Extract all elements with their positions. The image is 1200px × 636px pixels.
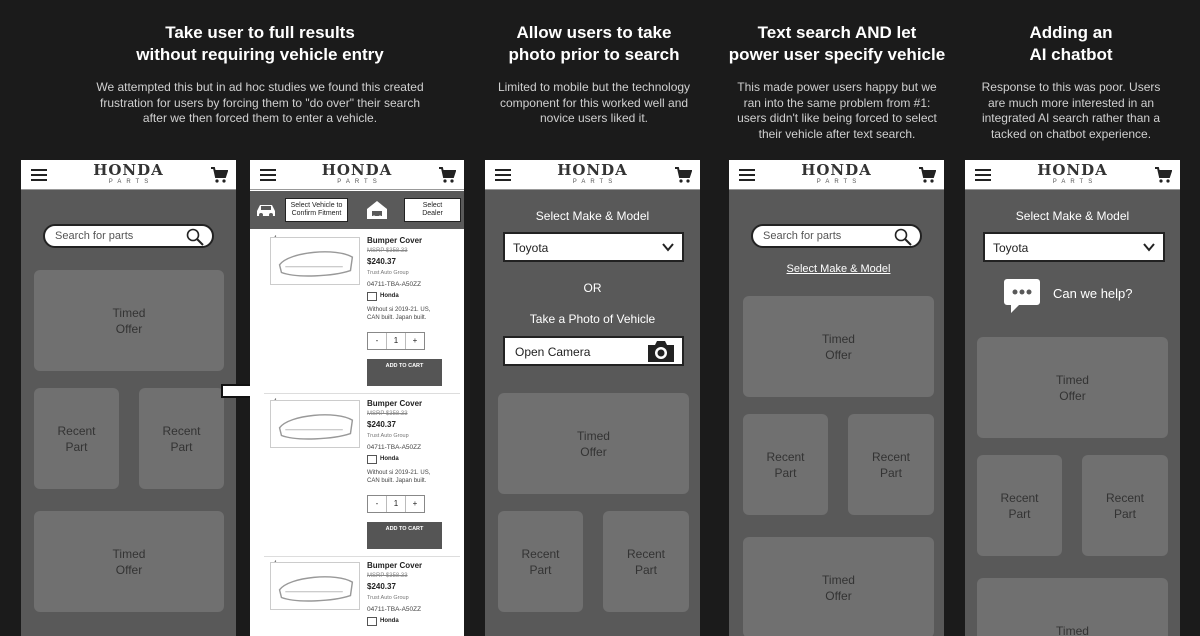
- add-to-cart-label: ADD TO CART: [385, 363, 424, 369]
- logo-sub: PARTS: [572, 179, 618, 185]
- item-price: $240.37: [367, 420, 396, 429]
- menu-icon[interactable]: [495, 169, 511, 181]
- honda-parts-logo[interactable]: [1037, 163, 1108, 186]
- item-number: 1: [274, 236, 278, 242]
- select-make-model-label: Select Make & Model: [1015, 209, 1130, 223]
- app-header: [965, 160, 1180, 190]
- honda-mark-icon: [367, 617, 377, 626]
- timed-offer-card[interactable]: Timed: [977, 578, 1168, 636]
- increment-button[interactable]: +: [412, 499, 418, 508]
- item-fitment-note: Without si 2019-21. US, CAN built. Japan built.: [367, 307, 431, 321]
- item-number: 1: [274, 399, 278, 405]
- timed-offer-card[interactable]: Timed Offer: [743, 296, 934, 397]
- timed-offer-card[interactable]: Timed Offer: [34, 270, 224, 371]
- heading-title: Take user to full results without requiring vehicle entry: [136, 23, 384, 64]
- camera-icon: [646, 339, 676, 364]
- heading-title: Adding an AI chatbot: [1029, 23, 1113, 64]
- quantity-stepper[interactable]: [367, 332, 425, 350]
- search-placeholder: Search for parts: [763, 230, 842, 242]
- select-make-model-link[interactable]: Select Make & Model: [786, 263, 891, 275]
- phone-screen-3: [485, 160, 700, 636]
- item-part-number: 04711-TBA-A50ZZ: [367, 444, 422, 451]
- make-model-select[interactable]: [503, 232, 684, 262]
- item-make: Honda: [380, 293, 399, 299]
- chatbot-prompt[interactable]: Can we help?: [1053, 286, 1133, 301]
- phone-screen-results: [250, 160, 464, 636]
- honda-parts-logo[interactable]: [93, 163, 164, 186]
- logo-brand: HONDA: [321, 161, 393, 179]
- open-camera-label: Open Camera: [515, 345, 591, 359]
- select-dealer-button[interactable]: Select Dealer: [404, 198, 461, 222]
- recent-part-card[interactable]: Recent Part: [34, 388, 119, 489]
- quantity-value[interactable]: 1: [387, 333, 406, 349]
- item-msrp: MSRP $358.33: [367, 573, 408, 579]
- bumper-image: [270, 400, 360, 448]
- select-make-model-label: Select Make & Model: [535, 209, 650, 223]
- app-header: [21, 160, 236, 190]
- cart-icon[interactable]: [438, 166, 456, 184]
- item-make: Honda: [380, 618, 399, 624]
- menu-icon[interactable]: [260, 169, 276, 181]
- recent-part-card[interactable]: Recent Part: [603, 511, 689, 612]
- timed-offer-card[interactable]: Timed Offer: [34, 511, 224, 612]
- heading-photo-search: [478, 22, 710, 127]
- honda-parts-logo[interactable]: [322, 163, 393, 186]
- item-number: 1: [274, 561, 278, 567]
- app-header: [729, 160, 944, 190]
- recent-part-card[interactable]: Recent Part: [848, 414, 934, 515]
- or-label: OR: [583, 281, 602, 295]
- increment-button[interactable]: +: [412, 336, 418, 345]
- item-fitment-note: Without si 2019-21. US, CAN built. Japan built.: [367, 470, 431, 484]
- phone-screen-4: [729, 160, 944, 636]
- decrement-button[interactable]: -: [368, 333, 387, 349]
- result-item[interactable]: [264, 557, 460, 636]
- item-price: $240.37: [367, 582, 396, 591]
- dealer-icon: [364, 197, 390, 223]
- chat-bubble-icon[interactable]: [1003, 277, 1041, 315]
- decrement-button[interactable]: -: [368, 496, 387, 512]
- logo-brand: HONDA: [557, 161, 628, 179]
- quantity-value[interactable]: 1: [387, 496, 406, 512]
- chevron-down-icon: [662, 242, 674, 252]
- phone-screen-5: [965, 160, 1180, 636]
- search-icon[interactable]: [894, 228, 912, 246]
- heading-description: We attempted this but in ad hoc studies we found this created frustration for users by forcing them to "do over" their search after we then forced them to enter a vehicle.: [96, 80, 424, 125]
- logo-sub: PARTS: [108, 179, 154, 185]
- item-msrp: MSRP $358.33: [367, 411, 408, 417]
- heading-text-search: [718, 22, 956, 142]
- logo-sub: PARTS: [816, 179, 862, 185]
- add-to-cart-button[interactable]: [367, 359, 442, 386]
- logo-brand: HONDA: [801, 161, 872, 179]
- item-name[interactable]: Bumper Cover: [367, 399, 423, 408]
- search-icon[interactable]: [186, 228, 204, 246]
- heading-ai-chatbot: [962, 22, 1180, 142]
- result-item[interactable]: [264, 395, 460, 557]
- honda-parts-logo[interactable]: [557, 163, 628, 186]
- make-model-value: Toyota: [513, 241, 549, 255]
- item-name[interactable]: Bumper Cover: [367, 561, 423, 570]
- logo-sub: PARTS: [337, 179, 382, 185]
- recent-part-card[interactable]: Recent Part: [743, 414, 828, 515]
- heading-title: Text search AND let power user specify vehicle: [728, 23, 946, 64]
- recent-part-card[interactable]: Recent Part: [977, 455, 1062, 556]
- search-input[interactable]: [43, 224, 214, 248]
- recent-part-card[interactable]: Recent Part: [498, 511, 583, 612]
- item-seller: Trust Auto Group: [367, 433, 409, 439]
- menu-icon[interactable]: [31, 169, 47, 181]
- car-icon: [255, 202, 277, 218]
- heading-description: This made power users happy but we ran into the same problem from #1: users didn't like being forced to select their vehicle after text search.: [737, 80, 937, 141]
- item-part-number: 04711-TBA-A50ZZ: [367, 606, 422, 613]
- heading-title: Allow users to take photo prior to search: [508, 23, 680, 64]
- heading-description: Limited to mobile but the technology component for this worked well and novice users liked it.: [497, 80, 691, 125]
- quantity-stepper[interactable]: [367, 495, 425, 513]
- menu-icon[interactable]: [739, 169, 755, 181]
- honda-mark-icon: [367, 292, 377, 301]
- cart-icon[interactable]: [918, 166, 936, 184]
- chevron-down-icon: [1143, 242, 1155, 252]
- item-msrp: MSRP $358.33: [367, 248, 408, 254]
- heading-full-results: [60, 22, 460, 127]
- app-header: [485, 160, 700, 190]
- select-vehicle-button[interactable]: Select Vehicle to Confirm Fitment: [285, 198, 348, 222]
- recent-part-card[interactable]: Recent Part: [1082, 455, 1168, 556]
- open-camera-button[interactable]: [503, 336, 684, 366]
- phone-screen-1: [21, 160, 236, 636]
- timed-offer-card[interactable]: Timed Offer: [743, 537, 934, 636]
- app-header: [250, 160, 464, 190]
- search-placeholder: Search for parts: [55, 230, 134, 242]
- item-name[interactable]: Bumper Cover: [367, 236, 423, 245]
- cart-icon[interactable]: [674, 166, 692, 184]
- make-model-select[interactable]: [983, 232, 1165, 262]
- timed-offer-card[interactable]: Timed Offer: [977, 337, 1168, 438]
- menu-icon[interactable]: [975, 169, 991, 181]
- recent-part-card[interactable]: Recent Part: [139, 388, 224, 489]
- add-to-cart-label: ADD TO CART: [385, 526, 424, 532]
- bumper-image: [270, 562, 360, 610]
- item-seller: Trust Auto Group: [367, 595, 409, 601]
- item-part-number: 04711-TBA-A50ZZ: [367, 281, 422, 288]
- item-price: $240.37: [367, 257, 396, 266]
- logo-sub: PARTS: [1052, 179, 1098, 185]
- filter-bar: [250, 191, 464, 229]
- result-item[interactable]: [264, 232, 460, 394]
- honda-mark-icon: [367, 455, 377, 464]
- logo-brand: HONDA: [1037, 161, 1108, 179]
- add-to-cart-button[interactable]: [367, 522, 442, 549]
- photo-label: Take a Photo of Vehicle: [529, 312, 656, 326]
- timed-offer-card[interactable]: Timed Offer: [498, 393, 689, 494]
- cart-icon[interactable]: [210, 166, 228, 184]
- item-seller: Trust Auto Group: [367, 270, 409, 276]
- heading-description: Response to this was poor. Users are much more interested in an integrated AI search rather than a tacked on chatbot experience.: [981, 80, 1161, 141]
- honda-parts-logo[interactable]: [801, 163, 872, 186]
- cart-icon[interactable]: [1154, 166, 1172, 184]
- make-model-value: Toyota: [993, 241, 1029, 255]
- bumper-image: [270, 237, 360, 285]
- item-make: Honda: [380, 456, 399, 462]
- search-input[interactable]: [751, 224, 922, 248]
- logo-brand: HONDA: [93, 161, 164, 179]
